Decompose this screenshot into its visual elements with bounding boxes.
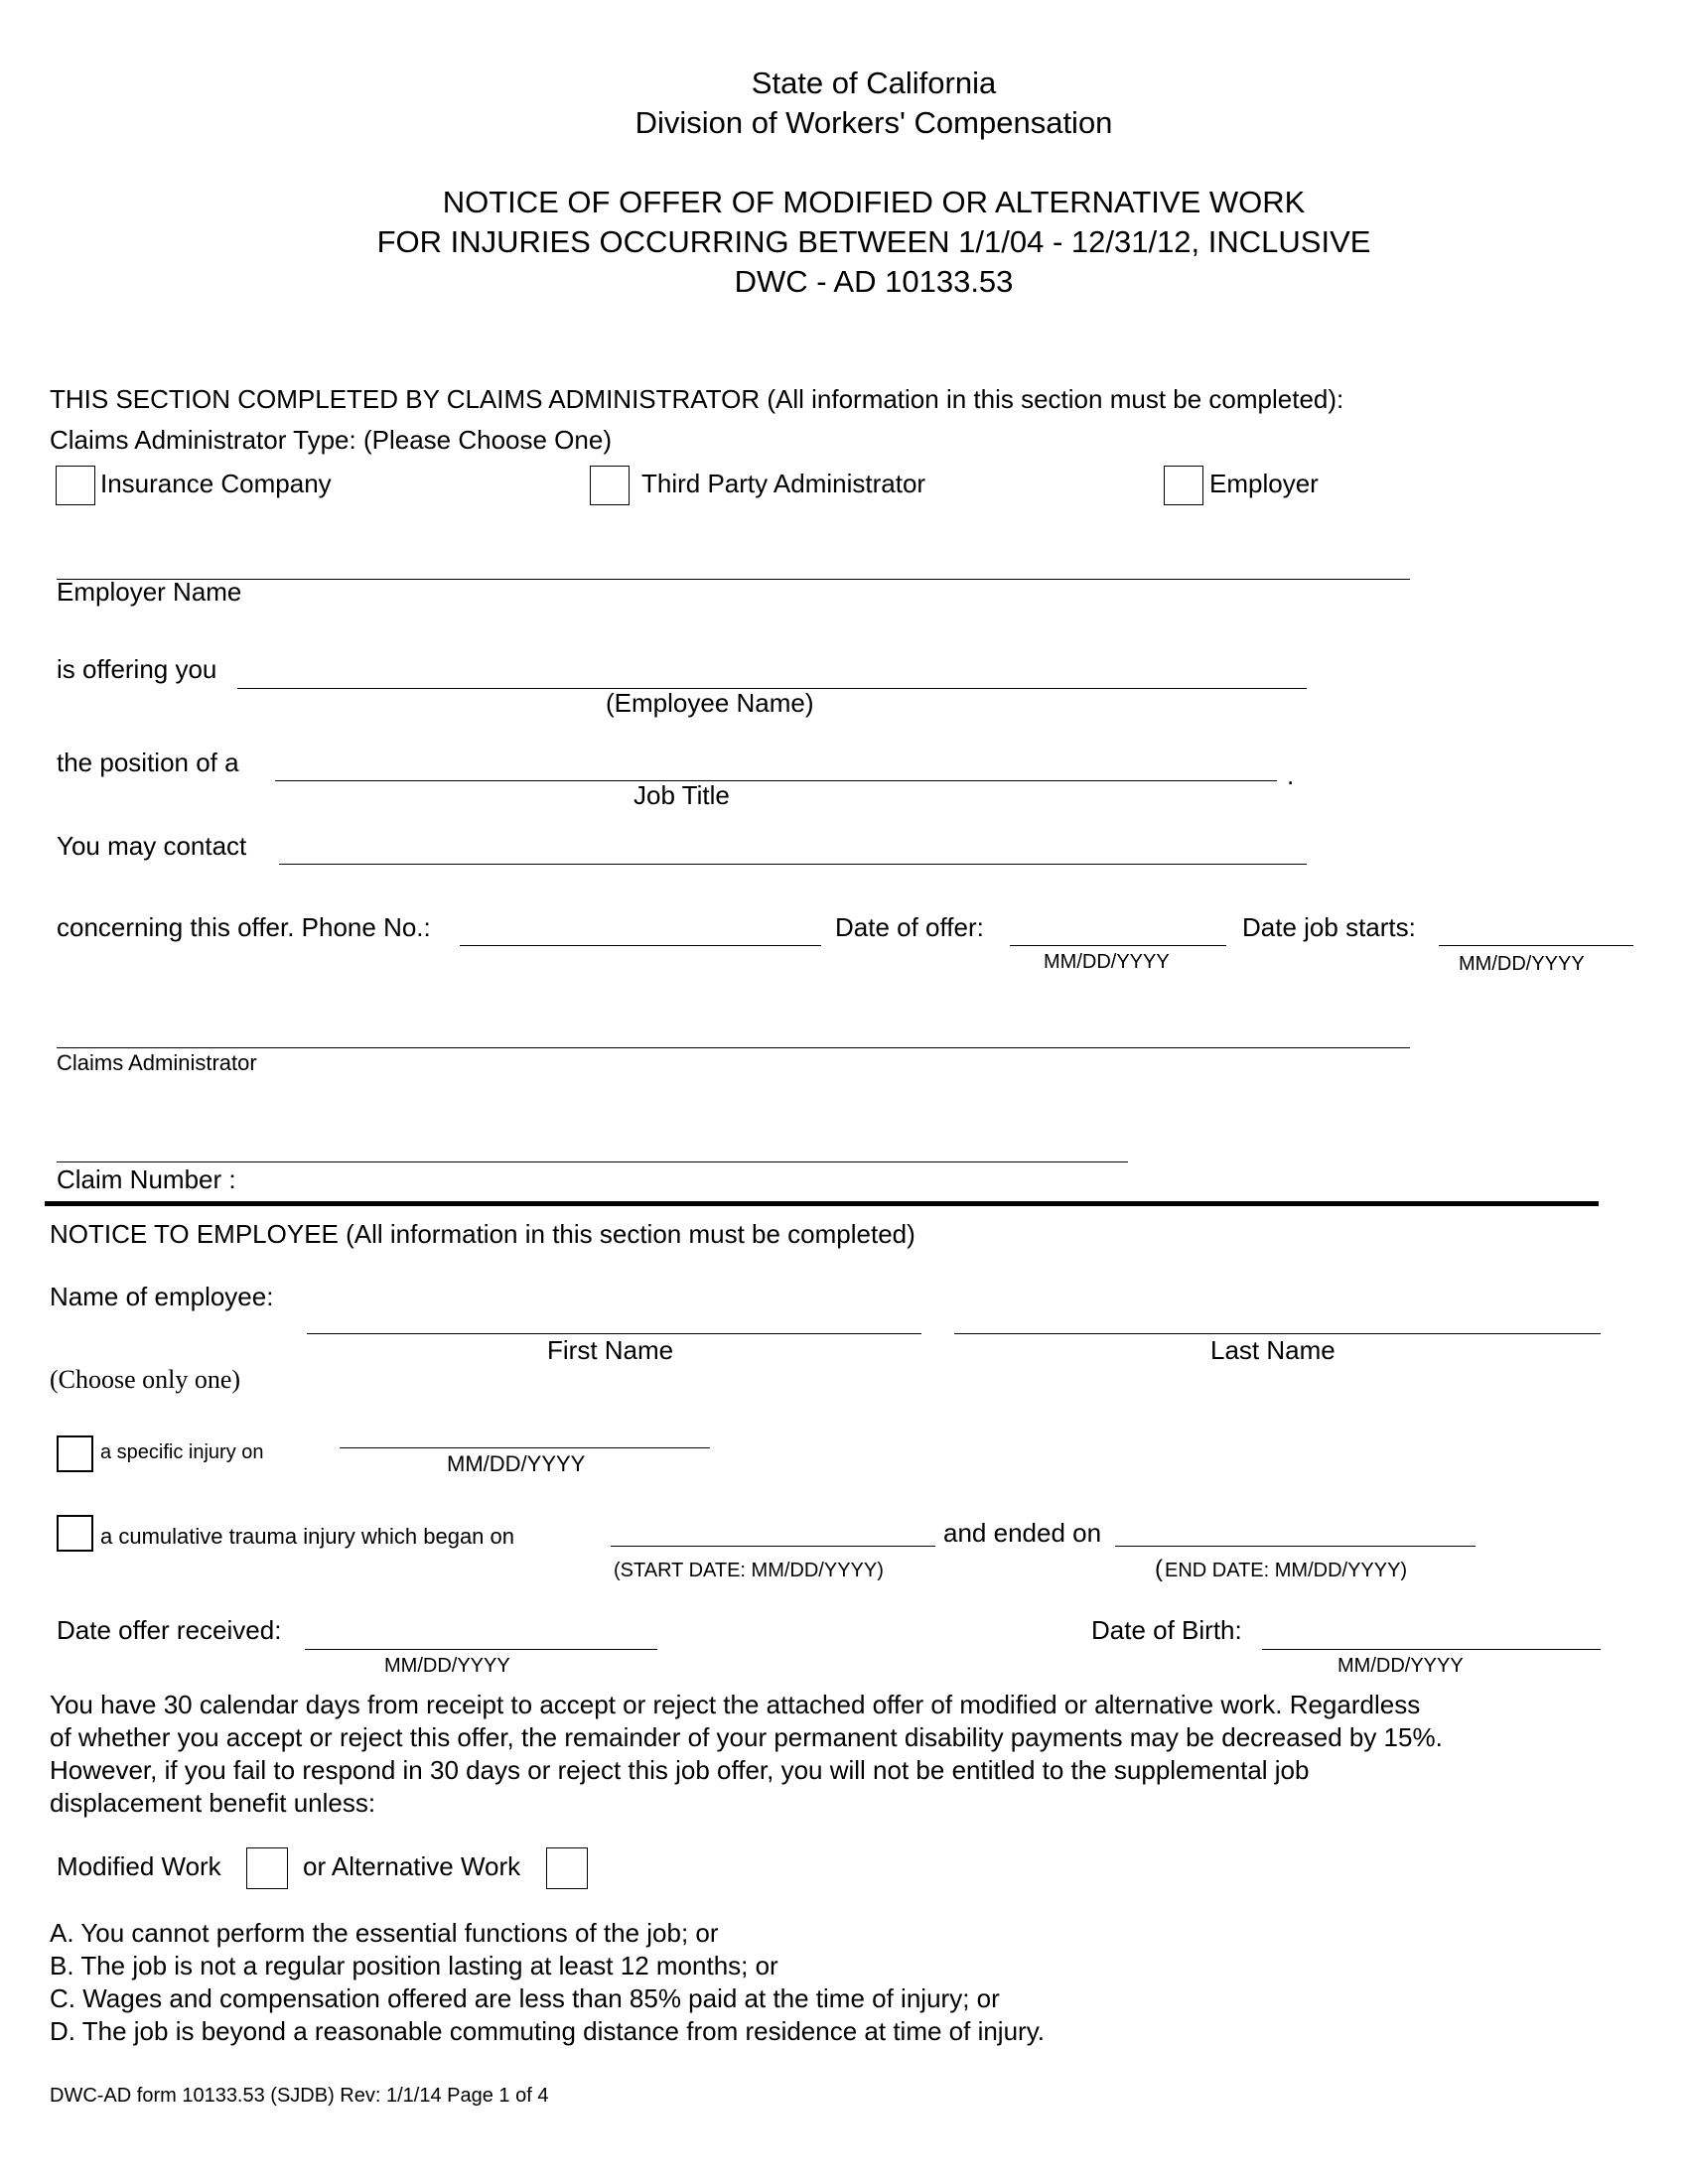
date-of-offer-field[interactable] [1010,945,1226,946]
date-offer-received-field[interactable] [305,1649,657,1650]
form-title-line2: FOR INJURIES OCCURRING BETWEEN 1/1/04 - 12/31/12, INCLUSIVE [376,224,1371,259]
contact-field[interactable] [279,864,1307,865]
date-of-birth-field[interactable] [1262,1649,1601,1650]
claims-type-prompt: Claims Administrator Type: (Please Choose One) [50,425,612,455]
phone-field[interactable] [460,945,821,946]
employer-name-field[interactable] [57,579,1410,580]
modified-work-checkbox[interactable] [246,1847,288,1889]
condition-item: D. The job is beyond a reasonable commuting distance from residence at time of injury. [50,2016,1045,2046]
alternative-work-label: or Alternative Work [303,1851,521,1881]
insurance-company-checkbox[interactable] [56,466,95,505]
specific-injury-checkbox[interactable] [57,1435,93,1472]
state-title: State of California [751,66,997,100]
start-date-caption: (START DATE: MM/DD/YYYY) [614,1560,884,1581]
cumulative-end-date-field[interactable] [1115,1546,1476,1547]
employee-section-heading: NOTICE TO EMPLOYEE (All information in this section must be completed) [50,1219,915,1249]
employee-name-label: Name of employee: [50,1282,274,1311]
date-offer-received-format: MM/DD/YYYY [384,1655,510,1677]
concerning-label: concerning this offer. Phone No.: [57,912,431,942]
date-job-starts-label: Date job starts: [1242,912,1416,942]
conditions-list [50,1917,1599,2048]
notice-line: of whether you accept or reject this offer, the remainder of your permanent disability payments may be decreased by 15%. [50,1722,1443,1752]
employer-checkbox[interactable] [1164,466,1203,505]
first-name-caption: First Name [547,1335,674,1365]
footer-text: DWC-AD form 10133.53 (SJDB) Rev: 1/1/14 Page 1 of 4 [50,2085,549,2107]
first-name-field[interactable] [307,1333,921,1334]
date-job-starts-format: MM/DD/YYYY [1459,953,1585,975]
claims-administrator-field[interactable] [57,1047,1410,1048]
end-date-caption: END DATE: MM/DD/YYYY) [1165,1560,1408,1581]
and-ended-label: and ended on [943,1518,1102,1548]
specific-injury-date-format: MM/DD/YYYY [447,1451,586,1476]
notice-line: However, if you fail to respond in 30 days or reject this job offer, you will not be entitled to the supplemental job [50,1755,1310,1785]
insurance-company-label: Insurance Company [100,469,332,498]
last-name-field[interactable] [954,1333,1601,1334]
contact-label: You may contact [57,831,247,861]
division-title: Division of Workers' Compensation [634,105,1113,140]
notice-line: displacement benefit unless: [50,1788,376,1818]
employee-name-caption: (Employee Name) [606,688,814,718]
cumulative-start-date-field[interactable] [611,1546,935,1547]
section-divider [45,1201,1599,1206]
specific-injury-date-field[interactable] [340,1447,710,1448]
last-name-caption: Last Name [1210,1335,1336,1365]
choose-only-one: (Choose only one) [50,1365,241,1394]
job-title-caption: Job Title [633,780,730,810]
position-label: the position of a [57,748,239,777]
date-of-offer-label: Date of offer: [835,912,984,942]
modified-work-label: Modified Work [57,1851,221,1881]
condition-item: B. The job is not a regular position lasting at least 12 months; or [50,1951,778,1980]
claim-number-field[interactable] [57,1161,1128,1162]
claims-administrator-label: Claims Administrator [57,1050,257,1075]
date-of-birth-format: MM/DD/YYYY [1337,1655,1464,1677]
period-mark: . [1287,760,1295,790]
employer-label: Employer [1209,469,1319,498]
date-job-starts-field[interactable] [1439,945,1633,946]
job-title-field[interactable] [275,780,1277,781]
alternative-work-checkbox[interactable] [546,1847,588,1889]
third-party-administrator-label: Third Party Administrator [641,469,926,498]
cumulative-trauma-checkbox[interactable] [57,1515,93,1552]
claims-section-heading: THIS SECTION COMPLETED BY CLAIMS ADMINISTRATOR (All information in this section must be completed): [50,384,1344,414]
form-title-line1: NOTICE OF OFFER OF MODIFIED OR ALTERNATIVE WORK [442,185,1306,219]
condition-item: C. Wages and compensation offered are less than 85% paid at the time of injury; or [50,1983,1000,2013]
date-of-offer-format: MM/DD/YYYY [1044,951,1170,973]
end-date-caption-paren: ( [1155,1556,1163,1582]
date-of-birth-label: Date of Birth: [1091,1615,1242,1645]
notice-line: You have 30 calendar days from receipt to accept or reject the attached offer of modified or alternative work. Regardless [50,1690,1421,1719]
employer-name-label: Employer Name [57,577,242,607]
date-offer-received-label: Date offer received: [57,1615,282,1645]
form-code: DWC - AD 10133.53 [734,264,1014,299]
third-party-administrator-checkbox[interactable] [590,466,630,505]
cumulative-trauma-label: a cumulative trauma injury which began on [100,1524,515,1549]
condition-item: A. You cannot perform the essential functions of the job; or [50,1918,719,1948]
offering-label: is offering you [57,654,217,684]
claim-number-label: Claim Number : [57,1164,236,1194]
notice-paragraph [50,1689,1599,1820]
specific-injury-label: a specific injury on [100,1441,264,1463]
